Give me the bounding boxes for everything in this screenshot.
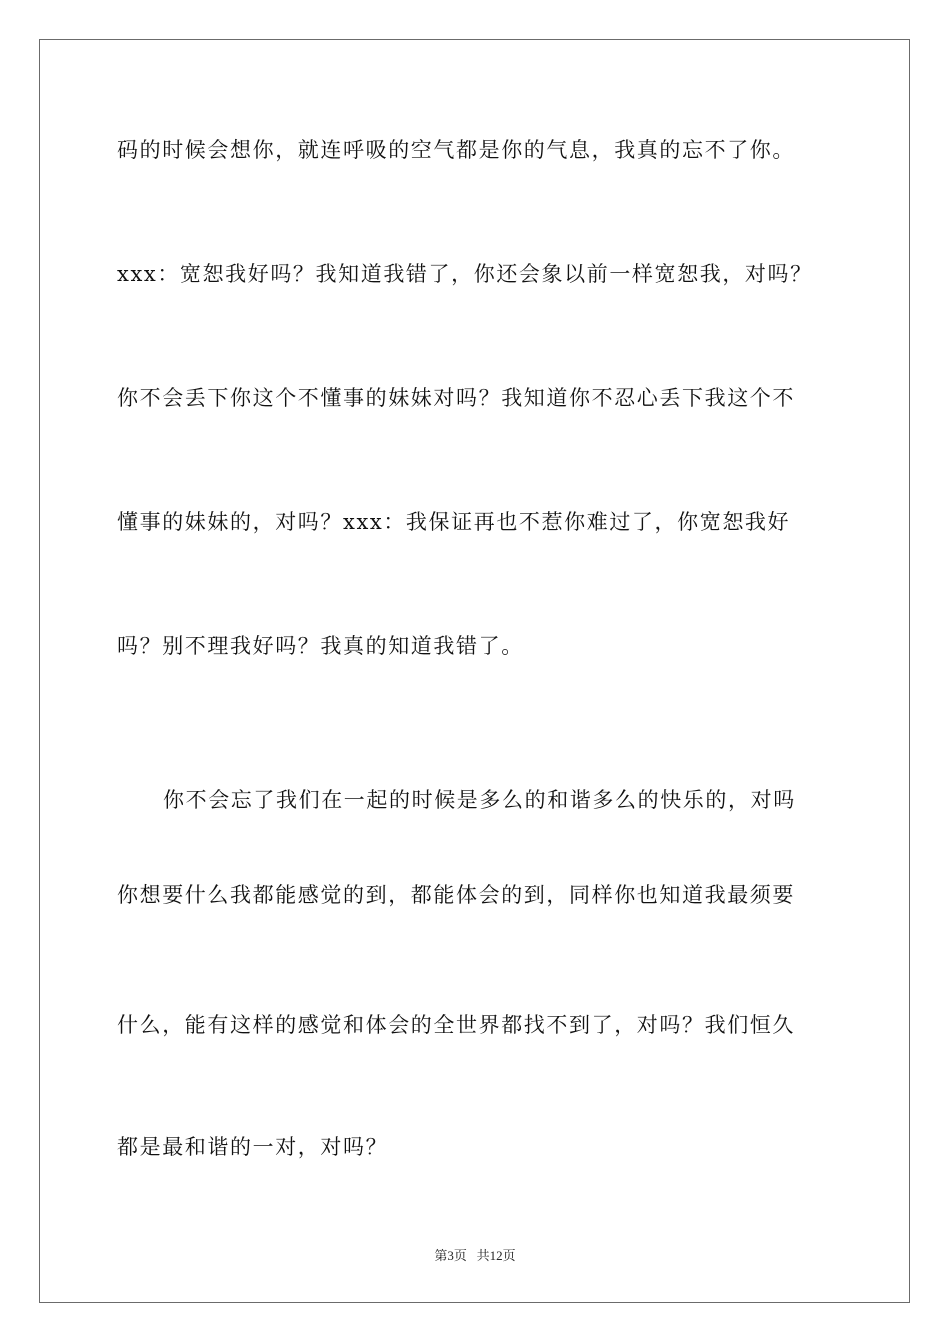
body-text-line: 你想要什么我都能感觉的到，都能体会的到，同样你也知道我最须要 (117, 883, 795, 907)
body-text-line: 都是最和谐的一对，对吗？ (117, 1135, 389, 1159)
body-text-line: 什么，能有这样的感觉和体会的全世界都找不到了，对吗？我们恒久 (117, 1013, 795, 1037)
body-text-line: 你不会丢下你这个不懂事的妹妹对吗？我知道你不忍心丢下我这个不 (117, 386, 795, 410)
body-text-line: 吗？别不理我好吗？我真的知道我错了。 (117, 634, 524, 658)
body-text-line: 懂事的妹妹的，对吗？xxx：我保证再也不惹你难过了，你宽恕我好 (117, 510, 791, 534)
body-text-line: xxx：宽恕我好吗？我知道我错了，你还会象以前一样宽恕我，对吗？ (117, 262, 813, 286)
page-number-footer: 第3页 共12页 (434, 1248, 516, 1263)
page-border (39, 39, 910, 1303)
paragraph-first-line: 你不会忘了我们在一起的时候是多么的和谐多么的快乐的，对吗 (163, 788, 796, 812)
body-text-line: 码的时候会想你，就连呼吸的空气都是你的气息，我真的忘不了你。 (117, 138, 795, 162)
